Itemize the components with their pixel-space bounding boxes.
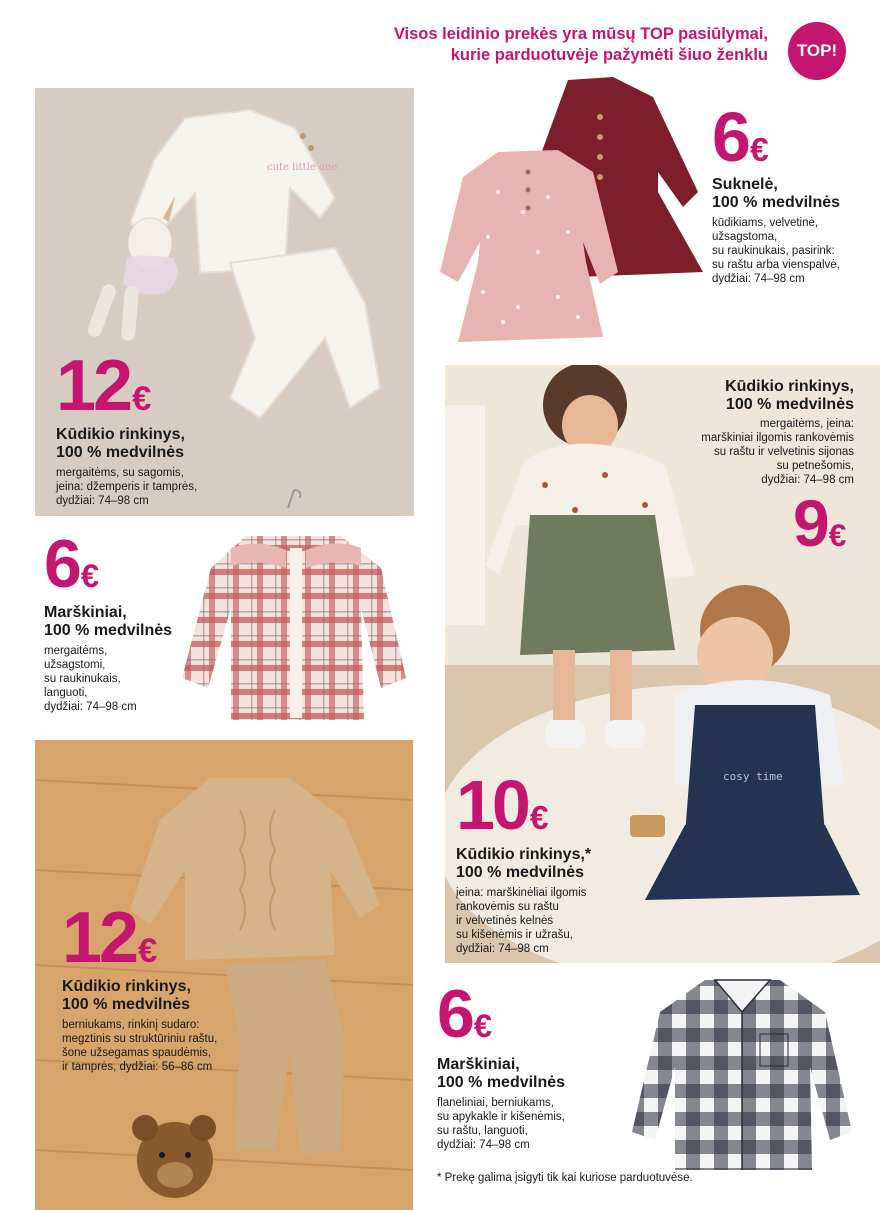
description-line: su raukinukais, <box>44 673 121 685</box>
product-material: 100 % medvilnės <box>56 444 185 461</box>
top-offer-notice <box>394 24 768 66</box>
price-dress <box>712 98 769 176</box>
price-boys-overalls-set <box>456 766 549 844</box>
price-value: 12 <box>62 898 137 978</box>
description-line: marškiniai ilgomis rankovėmis <box>701 432 854 444</box>
description-line: dydžiai: 74–98 cm <box>56 495 149 507</box>
top-notice-line-1: Visos leidinio prekės yra mūsų TOP pasiūlymai, <box>393 25 768 43</box>
currency-symbol: € <box>138 932 158 970</box>
product-material: 100 % medvilnės <box>62 996 191 1013</box>
description-line: su raštu arba vienspalvė, <box>712 259 840 271</box>
product-material: 100 % medvilnės <box>712 194 841 211</box>
product-title: Suknelė, <box>712 176 778 193</box>
currency-symbol: € <box>828 517 847 553</box>
price-girls-shirt <box>44 526 99 602</box>
currency-symbol: € <box>749 132 769 169</box>
description-line: dydžiai: 74–98 cm <box>761 474 854 486</box>
product-info-dress <box>712 176 840 286</box>
product-material: 100 % medvilnės <box>44 622 173 639</box>
description-line: flaneliniai, berniukams, <box>437 1097 554 1109</box>
description-line: su raštu ir velvetinis sijonas <box>714 446 854 458</box>
product-description <box>437 1096 565 1152</box>
price-value: 12 <box>56 346 131 426</box>
product-info-boys-shirt <box>437 1056 565 1152</box>
product-description <box>701 417 854 487</box>
description-line: dydžiai: 74–98 cm <box>712 273 805 285</box>
description-line: ir tamprės, dydžiai: 56–86 cm <box>62 1061 213 1073</box>
price-value: 6 <box>437 976 472 1052</box>
description-line: rankovėmis su raštu <box>456 901 559 913</box>
price-value: 6 <box>712 98 748 176</box>
product-title: Kūdikio rinkinys, <box>725 378 854 395</box>
product-material: 100 % medvilnės <box>456 864 585 881</box>
product-description <box>712 216 840 286</box>
product-title: Kūdikio rinkinys, <box>56 426 185 443</box>
description-line: šone užsegamas spaudėmis, <box>62 1047 211 1059</box>
description-line: mergaitėms, įeina: <box>760 418 854 430</box>
currency-symbol: € <box>473 1007 492 1044</box>
price-girls-knit-set <box>56 346 152 426</box>
description-line: užsagstomi, <box>44 659 106 671</box>
currency-symbol: € <box>132 380 152 418</box>
top-badge: TOP! <box>788 22 846 80</box>
sweater-embroidery: cute little one <box>267 162 338 173</box>
dress-photo <box>428 72 718 357</box>
product-title: Kūdikio rinkinys, <box>62 978 191 995</box>
description-line: mergaitėms, su sagomis, <box>56 467 184 479</box>
product-material: 100 % medvilnės <box>725 396 854 413</box>
description-line: ir velvetinės kelnės <box>456 915 554 927</box>
price-value: 6 <box>44 526 79 602</box>
product-description <box>456 886 591 956</box>
overalls-print: cosy time <box>723 770 783 783</box>
price-value: 9 <box>793 486 827 560</box>
description-line: dydžiai: 74–98 cm <box>456 943 549 955</box>
product-description <box>44 644 172 714</box>
description-line: su raukinukais, pasirink: <box>712 245 835 257</box>
description-line: su raštu, languoti, <box>437 1125 528 1137</box>
price-value: 10 <box>456 766 528 844</box>
description-line: užsagstoma, <box>712 231 778 243</box>
product-info-girls-skirt-set <box>701 378 854 487</box>
product-title: Marškiniai, <box>437 1056 520 1073</box>
girls-plaid-shirt-photo <box>176 488 412 728</box>
description-line: su kišenėmis ir užrašu, <box>456 929 573 941</box>
product-info-girls-shirt <box>44 604 172 714</box>
price-girls-skirt-set <box>793 486 847 560</box>
boys-flannel-shirt-photo <box>630 972 854 1172</box>
product-info-boys-overalls-set <box>456 846 591 956</box>
top-notice-line-2: kurie parduotuvėje pažymėti šiuo ženklu <box>450 46 768 64</box>
product-description <box>62 1018 217 1074</box>
description-line: jeina: džemperis ir tamprės, <box>56 481 198 493</box>
description-line: languoti, <box>44 687 88 699</box>
footnote: * Prekę galima įsigyti tik kai kuriose parduotuvėse. <box>437 1172 693 1184</box>
currency-symbol: € <box>529 800 549 837</box>
product-title: Kūdikio rinkinys,* <box>456 846 592 863</box>
product-info-boys-knit-set <box>62 978 217 1074</box>
description-line: kūdikiams, velvetinė, <box>712 217 819 229</box>
price-boys-knit-set <box>62 898 158 978</box>
description-line: megztinis su struktūriniu raštu, <box>62 1033 218 1045</box>
description-line: su apykakle ir kišenėmis, <box>437 1111 565 1123</box>
description-line: mergaitėms, <box>44 645 108 657</box>
price-boys-shirt <box>437 976 492 1052</box>
currency-symbol: € <box>80 557 99 594</box>
product-material: 100 % medvilnės <box>437 1074 566 1091</box>
description-line: dydžiai: 74–98 cm <box>44 701 137 713</box>
description-line: dydžiai: 74–98 cm <box>437 1139 530 1151</box>
description-line: įeina: marškinėliai ilgomis <box>456 887 587 899</box>
description-line: berniukams, rinkinį sudaro: <box>62 1019 200 1031</box>
product-title: Marškiniai, <box>44 604 127 621</box>
description-line: su petnešomis, <box>776 460 854 472</box>
